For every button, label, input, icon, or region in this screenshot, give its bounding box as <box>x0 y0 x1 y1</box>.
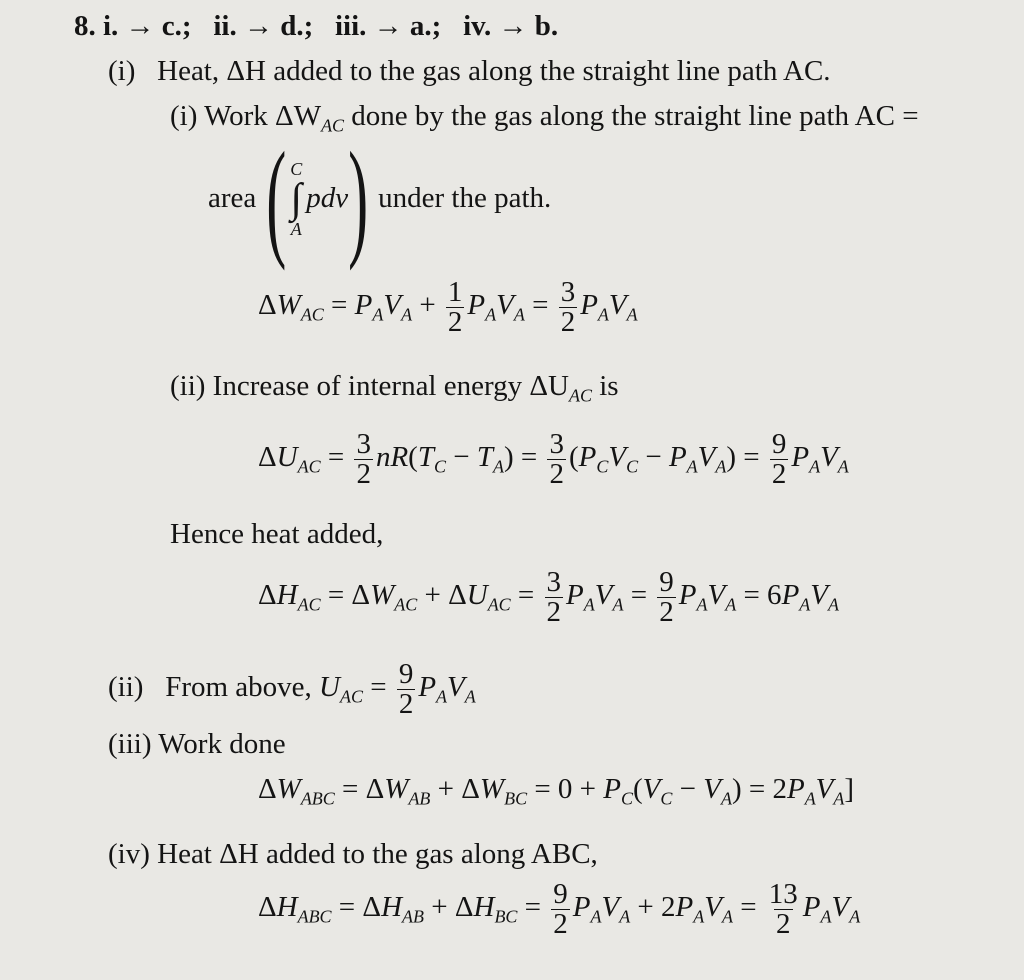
fraction-nine-halves: $\frac{9}{2}$ <box>659 566 674 628</box>
fraction-three-halves: $\frac{3}{2}$ <box>549 428 564 490</box>
part-iii-text: Work done <box>158 728 286 760</box>
left-paren: ( <box>266 125 287 271</box>
part-i-title: Heat, ΔH added to the gas along the straight line path AC. <box>157 55 831 87</box>
fraction-nine-halves: $\frac{9}{2}$ <box>771 428 787 490</box>
answer-matching: i. → c.; ii. → d.; iii. → a.; iv. → b. <box>103 10 559 42</box>
integral-upper-limit: C <box>290 159 303 179</box>
internal-energy-equation: $\Delta U_{AC}$ = $\frac{3}{2}$ $nR(T_C - T_A)$ = $\frac{3}{2}$ $(P_CV_C - P_AV_A)$ = $\frac{9}{2}$ $P_AV_A$ <box>258 428 849 490</box>
area-after-text: under the path. <box>378 182 552 215</box>
integral-lower-limit: A <box>290 219 302 239</box>
part-iv-text: Heat ΔH added to the gas along ABC, <box>157 838 598 870</box>
part-iv-line <box>108 838 598 871</box>
part-iv-label: (iv) <box>108 838 150 870</box>
area-word: area <box>208 182 257 215</box>
area-integral-line <box>208 125 552 271</box>
part-iii-label: (iii) <box>108 728 152 760</box>
part-ii-line: (ii) From above, $U_{AC}$ = $\frac{9}{2}$ $P_AV_A$ <box>108 658 476 720</box>
ie-subscript: AC <box>568 385 592 406</box>
part-iii-line <box>108 728 286 761</box>
work-subscript: AC <box>321 115 345 136</box>
fraction-thirteen-halves: $\frac{13}{2}$ <box>768 878 798 940</box>
work-abc-equation: $\Delta W_{ABC} = \Delta W_{AB} + \Delta W_{BC} = 0 + P_C(V_C - V_A) = 2P_AV_A$] <box>258 773 855 809</box>
integral-sign <box>290 160 302 238</box>
work-text: (i) Work ΔW <box>170 100 322 132</box>
fraction-three-halves: $\frac{3}{2}$ <box>356 428 371 490</box>
part-i-heading <box>108 55 831 88</box>
fraction-nine-halves: $\frac{9}{2}$ <box>398 658 414 720</box>
part-ii-label: (ii) <box>108 671 144 704</box>
fraction-three-halves: $\frac{3}{2}$ <box>560 276 576 338</box>
question-number: 8. <box>74 10 96 42</box>
heat-ac-equation: $\Delta H_{AC} = \Delta W_{AC} + \Delta U_{AC}$ = $\frac{3}{2}$ $P_AV_A$ = $\frac{9}{2}$ $P_AV_A = 6P_AV_A$ <box>258 566 839 628</box>
fraction-nine-halves: $\frac{9}{2}$ <box>553 878 568 940</box>
work-ac-equation: $\Delta W_{AC} = P_AV_A$ + $\frac{1}{2}$ $P_AV_A$ = $\frac{3}{2}$ $P_AV_A$ <box>258 276 638 338</box>
work-rest-text: done by the gas along the straight line path AC = <box>344 100 919 132</box>
internal-energy-statement <box>170 370 619 406</box>
fraction-one-half: $\frac{1}{2}$ <box>447 276 463 338</box>
fraction-three-halves: $\frac{3}{2}$ <box>546 566 562 628</box>
integrand: pdv <box>306 182 349 215</box>
ie-text: (ii) Increase of internal energy ΔU <box>170 370 569 402</box>
ie-rest: is <box>591 370 619 402</box>
part-ii-text: From above, <box>165 671 312 704</box>
integral-symbol: ∫ <box>290 176 303 222</box>
right-paren: ) <box>348 125 369 271</box>
question-number-and-answers <box>74 10 558 43</box>
hence-heat-added: Hence heat added, <box>170 518 384 550</box>
heat-abc-equation: $\Delta H_{ABC} = \Delta H_{AB} + \Delta H_{BC}$ = $\frac{9}{2}$ $P_AV_A + 2P_AV_A$ = $\frac{13}{2}$ $P_AV_A$ <box>258 878 861 940</box>
part-i-label: (i) <box>108 55 136 87</box>
